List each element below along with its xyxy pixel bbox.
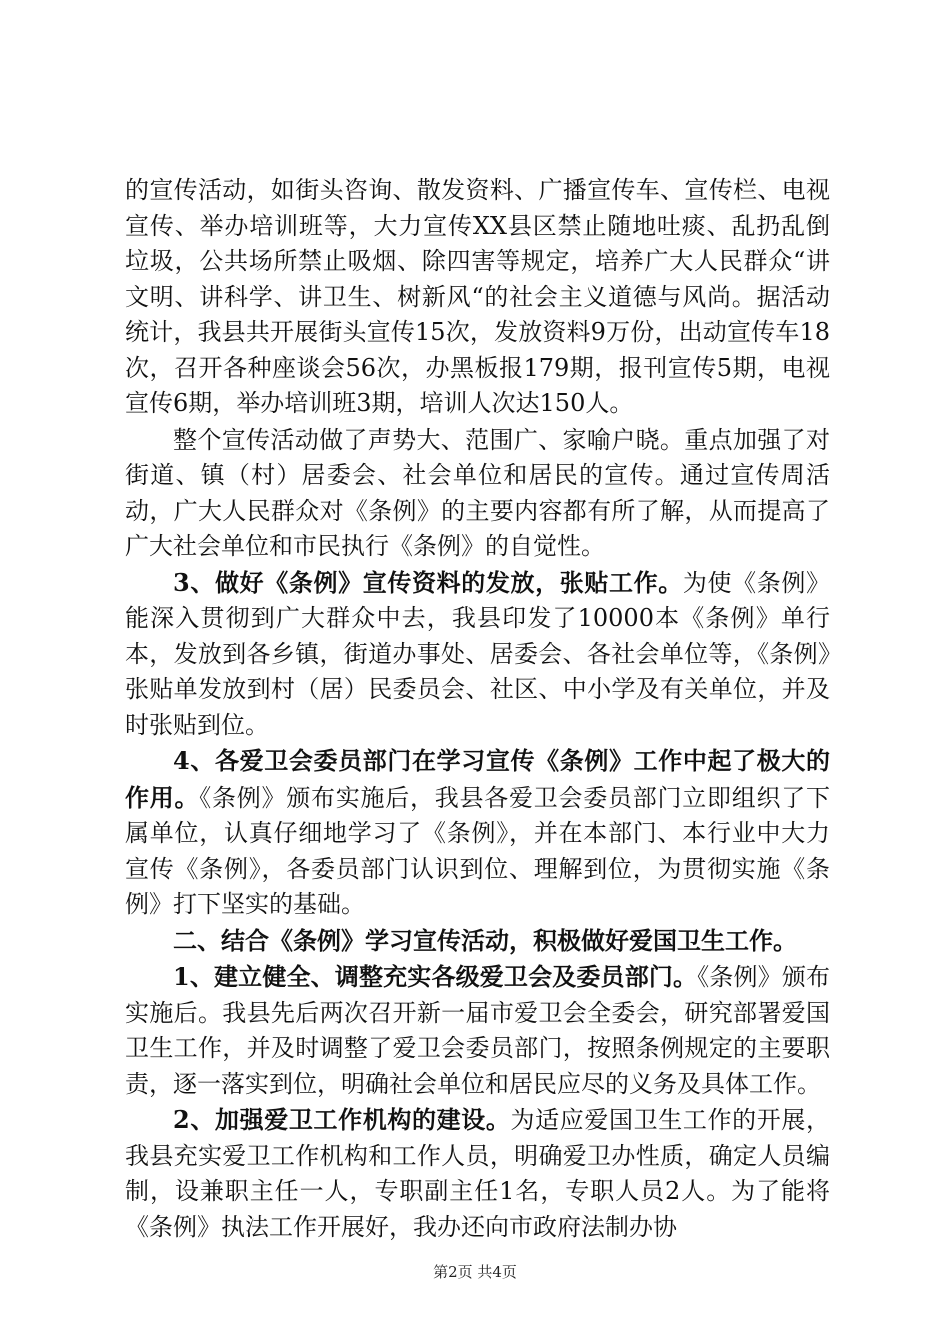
paragraph-7-text: 为适应爱国卫生工作的开展，我县充实爱卫工作机构和工作人员，明确爱卫办性质，确定人员编制，设兼职主任一人，专职副主任1名，专职人员2人。为了能将《条例》执法工作开展好，我办还向市政府法制办协: [125, 1106, 831, 1241]
paragraph-1: [125, 172, 830, 422]
paragraph-4-lead: 4、各爱卫会委员部门在学习宣传《条例》工作中起了极大的作用。: [125, 746, 830, 812]
paragraph-3-text: 为使《条例》能深入贯彻到广大群众中去，我县印发了10000本《条例》单行本，发放到各乡镇，街道办事处、居委会、各社会单位等，《条例》张贴单发放到村（居）民委员会、社区、中小学及有关单位，并及时张贴到位。: [125, 568, 831, 739]
paragraph-2-text: 整个宣传活动做了声势大、范围广、家喻户晓。重点加强了对街道、镇（村）居委会、社会单位和居民的宣传。通过宣传周活动，广大人民群众对《条例》的主要内容都有所了解，从而提高了广大社会单位和市民执行《条例》的自觉性。: [125, 425, 830, 560]
paragraph-7-lead: 2、加强爱卫工作机构的建设。: [173, 1105, 511, 1134]
section-heading-2: [125, 923, 830, 960]
paragraph-6-text: 《条例》颁布实施后。我县先后两次召开新一届市爱卫会全委会，研究部署爱国卫生工作，并及时调整了爱卫会委员部门，按照条例规定的主要职责，逐一落实到位，明确社会单位和居民应尽的义务及具体工作。: [125, 963, 830, 1098]
paragraph-3: [125, 565, 830, 744]
page-number-label: 第2页 共4页: [433, 1263, 517, 1281]
paragraph-6: [125, 959, 830, 1102]
paragraph-6-lead: 1、建立健全、调整充实各级爱卫会及委员部门。: [173, 962, 698, 991]
paragraph-3-lead: 3、做好《条例》宣传资料的发放，张贴工作。: [173, 567, 683, 597]
paragraph-7: [125, 1102, 830, 1245]
document-body: [125, 172, 830, 1245]
paragraph-2: [125, 422, 830, 565]
section-heading-2-lead: 二、结合《条例》学习宣传活动，积极做好爱国卫生工作。: [173, 925, 797, 955]
paragraph-4: [125, 743, 830, 923]
paragraph-1-text: 的宣传活动，如街头咨询、散发资料、广播宣传车、宣传栏、电视宣传、举办培训班等，大力宣传XX县区禁止随地吐痰、乱扔乱倒垃圾，公共场所禁止吸烟、除四害等规定，培养广大人民群众“讲文明、讲科学、讲卫生、树新风“的社会主义道德与风尚。据活动统计，我县共开展街头宣传15次，发放资料9万份，出动宣传车18次，召开各种座谈会56次，办黑板报179期，报刊宣传5期，电视宣传6期，举办培训班3期，培训人次达150人。: [125, 176, 830, 417]
paragraph-4-text: 《条例》颁布实施后，我县各爱卫会委员部门立即组织了下属单位，认真仔细地学习了《条例》，并在本部门、本行业中大力宣传《条例》，各委员部门认识到位、理解到位，为贯彻实施《条例》打下坚实的基础。: [125, 783, 830, 918]
page-footer: [0, 1261, 950, 1282]
